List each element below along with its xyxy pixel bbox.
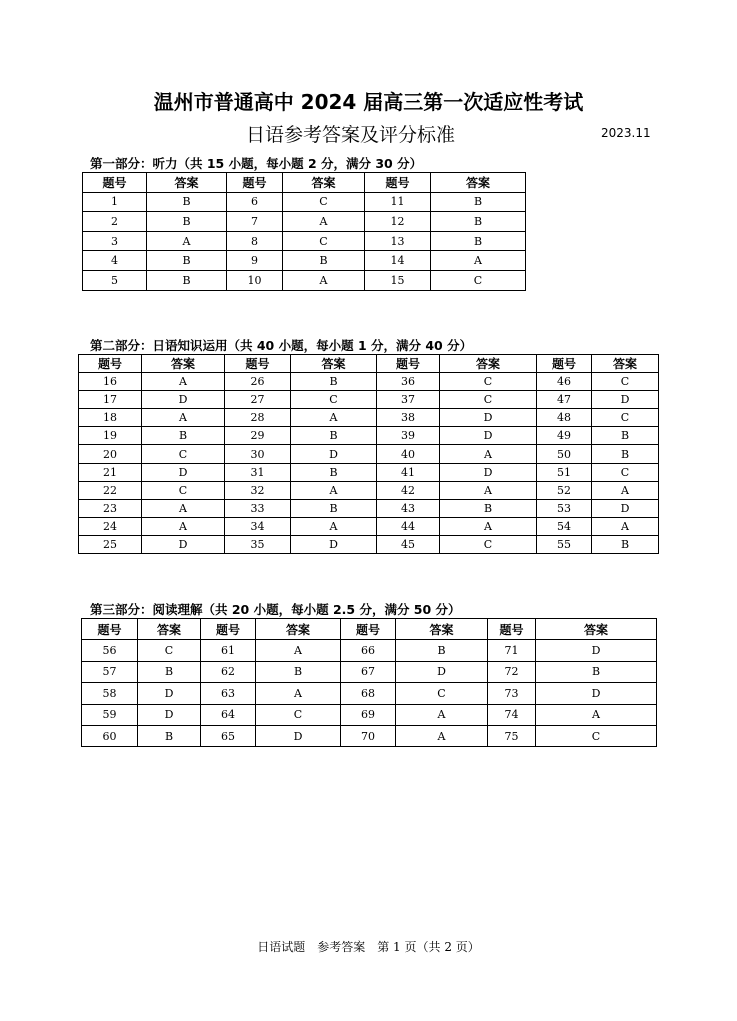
table-row — [82, 725, 657, 746]
question-number-cell: 74 — [488, 704, 536, 725]
table-row — [82, 640, 657, 661]
question-number-cell: 37 — [377, 391, 440, 409]
question-number-cell: 27 — [225, 391, 291, 409]
question-number-cell: 26 — [225, 373, 291, 391]
page-title: 温州市普通高中 2024 届高三第一次适应性考试 — [153, 90, 584, 114]
answer-cell: A — [536, 704, 657, 725]
question-number-cell: 16 — [79, 373, 142, 391]
question-number-cell: 57 — [82, 661, 138, 682]
question-number-cell: 32 — [225, 481, 291, 499]
question-number-cell: 25 — [79, 535, 142, 553]
answer-cell: A — [592, 517, 659, 535]
page-footer: 日语试题 参考答案 第 1 页（共 2 页） — [257, 940, 480, 954]
answer-cell: B — [147, 212, 227, 232]
question-number-cell: 71 — [488, 640, 536, 661]
answer-cell: B — [440, 499, 537, 517]
question-number-cell: 66 — [341, 640, 396, 661]
question-number-cell: 39 — [377, 427, 440, 445]
question-number-cell: 19 — [79, 427, 142, 445]
table-row — [82, 661, 657, 682]
question-number-cell: 33 — [225, 499, 291, 517]
answer-cell: B — [536, 661, 657, 682]
question-number-cell: 52 — [537, 481, 592, 499]
question-number-header: 题号 — [82, 619, 138, 640]
table-row — [82, 704, 657, 725]
answer-cell: D — [396, 661, 488, 682]
answer-cell: A — [256, 683, 341, 704]
answer-cell: B — [592, 445, 659, 463]
question-number-header: 题号 — [83, 173, 147, 193]
answer-header: 答案 — [283, 173, 365, 193]
answer-cell: A — [431, 251, 526, 271]
answer-cell: A — [142, 409, 225, 427]
question-number-cell: 36 — [377, 373, 440, 391]
answer-cell: A — [283, 270, 365, 290]
answer-cell: C — [431, 270, 526, 290]
answer-cell: B — [291, 499, 377, 517]
question-number-cell: 69 — [341, 704, 396, 725]
question-number-cell: 23 — [79, 499, 142, 517]
answer-cell: D — [536, 640, 657, 661]
table-row — [79, 499, 659, 517]
section-3-answer-table — [81, 618, 657, 747]
answer-cell: A — [291, 409, 377, 427]
answer-cell: B — [147, 251, 227, 271]
answer-cell: B — [147, 192, 227, 212]
answer-header: 答案 — [142, 355, 225, 373]
question-number-cell: 7 — [227, 212, 283, 232]
question-number-cell: 43 — [377, 499, 440, 517]
question-number-cell: 11 — [365, 192, 431, 212]
answer-cell: D — [256, 725, 341, 746]
answer-cell: C — [256, 704, 341, 725]
question-number-cell: 60 — [82, 725, 138, 746]
question-number-cell: 40 — [377, 445, 440, 463]
question-number-cell: 12 — [365, 212, 431, 232]
question-number-cell: 10 — [227, 270, 283, 290]
question-number-cell: 44 — [377, 517, 440, 535]
answer-cell: A — [440, 517, 537, 535]
answer-cell: C — [283, 231, 365, 251]
answer-cell: A — [147, 231, 227, 251]
question-number-cell: 61 — [201, 640, 256, 661]
question-number-cell: 45 — [377, 535, 440, 553]
answer-cell: B — [138, 661, 201, 682]
question-number-cell: 29 — [225, 427, 291, 445]
answer-cell: A — [142, 499, 225, 517]
question-number-cell: 24 — [79, 517, 142, 535]
question-number-cell: 34 — [225, 517, 291, 535]
question-number-cell: 17 — [79, 391, 142, 409]
table-row — [79, 445, 659, 463]
question-number-cell: 15 — [365, 270, 431, 290]
table-row — [82, 683, 657, 704]
answer-cell: D — [291, 535, 377, 553]
answer-cell: B — [142, 427, 225, 445]
section-3-title: 第三部分：阅读理解（共 20 小题，每小题 2.5 分，满分 50 分） — [90, 602, 461, 617]
answer-cell: D — [592, 499, 659, 517]
page-subtitle: 日语参考答案及评分标准 — [246, 124, 456, 146]
section-2-title: 第二部分：日语知识运用（共 40 小题，每小题 1 分，满分 40 分） — [90, 338, 473, 353]
question-number-cell: 9 — [227, 251, 283, 271]
question-number-cell: 49 — [537, 427, 592, 445]
question-number-cell: 46 — [537, 373, 592, 391]
question-number-cell: 65 — [201, 725, 256, 746]
question-number-cell: 50 — [537, 445, 592, 463]
answer-header: 答案 — [440, 355, 537, 373]
answer-cell: A — [142, 517, 225, 535]
answer-cell: A — [142, 373, 225, 391]
answer-cell: B — [283, 251, 365, 271]
answer-cell: B — [291, 373, 377, 391]
question-number-cell: 38 — [377, 409, 440, 427]
answer-cell: B — [291, 463, 377, 481]
question-number-cell: 31 — [225, 463, 291, 481]
answer-cell: D — [536, 683, 657, 704]
question-number-cell: 63 — [201, 683, 256, 704]
question-number-cell: 62 — [201, 661, 256, 682]
table-row — [83, 212, 526, 232]
question-number-cell: 18 — [79, 409, 142, 427]
question-number-header: 题号 — [365, 173, 431, 193]
table-row — [79, 517, 659, 535]
question-number-cell: 67 — [341, 661, 396, 682]
answer-header: 答案 — [396, 619, 488, 640]
answer-cell: D — [440, 409, 537, 427]
answer-header: 答案 — [138, 619, 201, 640]
table-row — [79, 373, 659, 391]
answer-cell: D — [142, 391, 225, 409]
table-header-row — [82, 619, 657, 640]
answer-cell: D — [592, 391, 659, 409]
question-number-header: 题号 — [488, 619, 536, 640]
answer-cell: D — [142, 463, 225, 481]
question-number-header: 题号 — [227, 173, 283, 193]
question-number-header: 题号 — [341, 619, 396, 640]
question-number-cell: 2 — [83, 212, 147, 232]
answer-cell: B — [138, 725, 201, 746]
answer-cell: B — [592, 535, 659, 553]
question-number-cell: 14 — [365, 251, 431, 271]
section-2-answer-table — [78, 354, 659, 554]
answer-header: 答案 — [536, 619, 657, 640]
answer-cell: B — [431, 192, 526, 212]
table-row — [79, 409, 659, 427]
answer-cell: D — [142, 535, 225, 553]
answer-cell: A — [440, 481, 537, 499]
answer-cell: C — [592, 373, 659, 391]
question-number-header: 题号 — [537, 355, 592, 373]
answer-cell: B — [291, 427, 377, 445]
answer-cell: A — [396, 725, 488, 746]
question-number-cell: 54 — [537, 517, 592, 535]
table-header-row — [79, 355, 659, 373]
question-number-header: 题号 — [377, 355, 440, 373]
answer-cell: A — [291, 517, 377, 535]
question-number-cell: 30 — [225, 445, 291, 463]
table-row — [83, 251, 526, 271]
answer-cell: B — [431, 212, 526, 232]
answer-cell: C — [592, 463, 659, 481]
answer-cell: C — [592, 409, 659, 427]
answer-cell: B — [256, 661, 341, 682]
answer-cell: B — [592, 427, 659, 445]
section-1-answer-table — [82, 172, 526, 291]
answer-cell: A — [396, 704, 488, 725]
answer-cell: D — [440, 463, 537, 481]
question-number-cell: 51 — [537, 463, 592, 481]
question-number-cell: 68 — [341, 683, 396, 704]
answer-cell: A — [256, 640, 341, 661]
answer-header: 答案 — [592, 355, 659, 373]
answer-cell: D — [138, 683, 201, 704]
answer-cell: C — [142, 481, 225, 499]
question-number-cell: 8 — [227, 231, 283, 251]
question-number-cell: 48 — [537, 409, 592, 427]
question-number-header: 题号 — [201, 619, 256, 640]
answer-cell: B — [396, 640, 488, 661]
question-number-cell: 64 — [201, 704, 256, 725]
answer-cell: A — [291, 481, 377, 499]
answer-cell: A — [592, 481, 659, 499]
question-number-cell: 20 — [79, 445, 142, 463]
answer-header: 答案 — [431, 173, 526, 193]
exam-date: 2023.11 — [601, 126, 651, 140]
answer-cell: C — [440, 535, 537, 553]
table-row — [83, 192, 526, 212]
answer-cell: C — [138, 640, 201, 661]
table-row — [79, 391, 659, 409]
answer-cell: D — [291, 445, 377, 463]
answer-header: 答案 — [147, 173, 227, 193]
question-number-cell: 47 — [537, 391, 592, 409]
question-number-cell: 56 — [82, 640, 138, 661]
answer-cell: C — [440, 391, 537, 409]
question-number-cell: 28 — [225, 409, 291, 427]
question-number-cell: 4 — [83, 251, 147, 271]
answer-header: 答案 — [256, 619, 341, 640]
question-number-cell: 42 — [377, 481, 440, 499]
table-row — [83, 231, 526, 251]
table-row — [83, 270, 526, 290]
table-row — [79, 481, 659, 499]
answer-cell: B — [431, 231, 526, 251]
answer-cell: A — [283, 212, 365, 232]
answer-cell: C — [396, 683, 488, 704]
question-number-cell: 1 — [83, 192, 147, 212]
question-number-header: 题号 — [225, 355, 291, 373]
table-row — [79, 463, 659, 481]
question-number-header: 题号 — [79, 355, 142, 373]
question-number-cell: 21 — [79, 463, 142, 481]
question-number-cell: 55 — [537, 535, 592, 553]
table-row — [79, 535, 659, 553]
question-number-cell: 75 — [488, 725, 536, 746]
question-number-cell: 59 — [82, 704, 138, 725]
question-number-cell: 13 — [365, 231, 431, 251]
question-number-cell: 70 — [341, 725, 396, 746]
table-header-row — [83, 173, 526, 193]
question-number-cell: 72 — [488, 661, 536, 682]
answer-cell: C — [291, 391, 377, 409]
section-1-title: 第一部分：听力（共 15 小题，每小题 2 分，满分 30 分） — [90, 156, 423, 171]
answer-cell: C — [283, 192, 365, 212]
answer-cell: C — [142, 445, 225, 463]
question-number-cell: 3 — [83, 231, 147, 251]
question-number-cell: 73 — [488, 683, 536, 704]
answer-cell: A — [440, 445, 537, 463]
question-number-cell: 41 — [377, 463, 440, 481]
question-number-cell: 5 — [83, 270, 147, 290]
question-number-cell: 58 — [82, 683, 138, 704]
answer-cell: B — [147, 270, 227, 290]
table-row — [79, 427, 659, 445]
question-number-cell: 22 — [79, 481, 142, 499]
answer-cell: C — [536, 725, 657, 746]
question-number-cell: 53 — [537, 499, 592, 517]
answer-cell: D — [440, 427, 537, 445]
answer-header: 答案 — [291, 355, 377, 373]
answer-cell: D — [138, 704, 201, 725]
question-number-cell: 6 — [227, 192, 283, 212]
question-number-cell: 35 — [225, 535, 291, 553]
answer-cell: C — [440, 373, 537, 391]
